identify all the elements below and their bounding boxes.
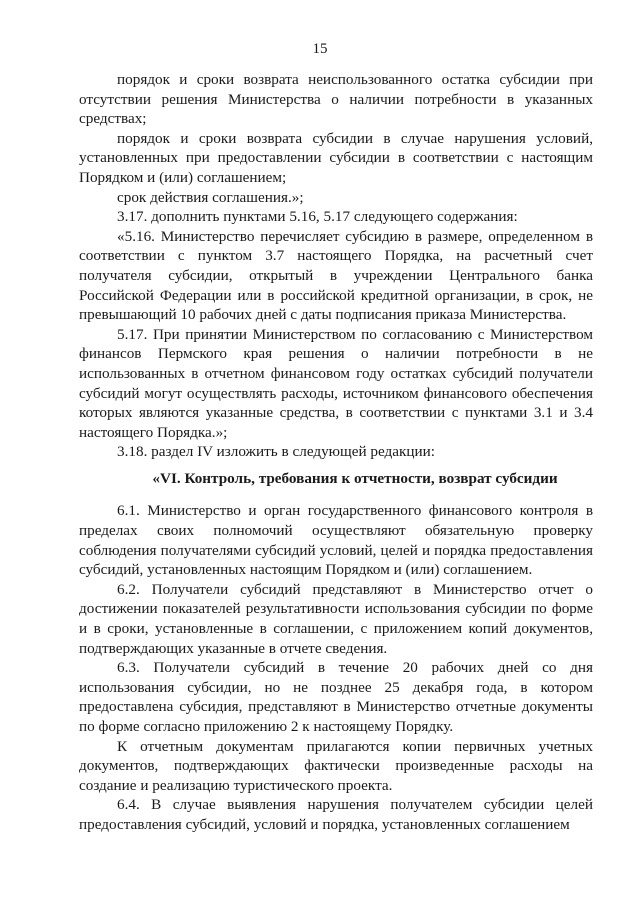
- paragraph-6-2: 6.2. Получатели субсидий представляют в Министерство отчет о достижении показателей результативности использования субсидии по форме и в сроки, установленные в соглашении, с приложением копий документов, подтверждающих указанные в отчете сведения.: [79, 580, 593, 657]
- paragraph-5-16: «5.16. Министерство перечисляет субсидию в размере, определенном в соответствии с пунктом 3.7 настоящего Порядка, на расчетный счет получателя субсидии, открытый в учреждении Центрального банка Российской Федерации или в российской кредитной организации, в срок, не превышающий 10 рабочих дней с даты подписания приказа Министерства.: [79, 227, 593, 324]
- paragraph-return-on-violation: порядок и сроки возврата субсидии в случае нарушения условий, установленных при предоставлении субсидии в соответствии с настоящим Порядком и (или) соглашением;: [79, 129, 593, 186]
- paragraph-3-18: 3.18. раздел IV изложить в следующей редакции:: [117, 443, 435, 461]
- paragraph-6-4: 6.4. В случае выявления нарушения получателем субсидии целей предоставления субсидий, условий и порядка, установленных соглашением: [79, 796, 593, 833]
- page-number: 15: [312, 41, 328, 57]
- paragraph-3-17: 3.17. дополнить пунктами 5.16, 5.17 следующего содержания:: [117, 208, 518, 226]
- paragraph-return-unused-balance: порядок и сроки возврата неиспользованного остатка субсидии при отсутствии решения Министерства о наличии потребности в указанных средствах;: [79, 71, 593, 128]
- paragraph-5-17: 5.17. При принятии Министерством по согласованию с Министерством финансов Пермского края решения о наличии потребности в не использованных в отчетном финансовом году остатках субсидий получатели субсидий могут осуществлять расходы, источником финансового обеспечения которых являются указанные средства, в соответствии с пунктами 3.1 и 3.4 настоящего Порядка.»;: [79, 325, 593, 441]
- paragraph-agreement-term: срок действия соглашения.»;: [117, 188, 304, 206]
- paragraph-6-1: 6.1. Министерство и орган государственного финансового контроля в пределах своих полномочий осуществляют обязательную проверку соблюдения получателями субсидий условий, целей и порядка предоставления субсидий, установленных настоящим Порядком и (или) соглашением.: [79, 502, 593, 579]
- paragraph-report-documents: К отчетным документам прилагаются копии первичных учетных документов, подтверждающих фактически произведенные расходы на создание и реализацию туристического проекта.: [79, 737, 593, 794]
- document-body: [79, 70, 593, 835]
- section-heading: «VI. Контроль, требования к отчетности, возврат субсидии: [152, 469, 558, 487]
- paragraph-6-3: 6.3. Получатели субсидий в течение 20 рабочих дней со дня использования субсидии, но не позднее 25 декабря года, в котором предоставлена субсидия, представляют в Министерство отчетные документы по форме согласно приложению 2 к настоящему Порядку.: [79, 659, 593, 735]
